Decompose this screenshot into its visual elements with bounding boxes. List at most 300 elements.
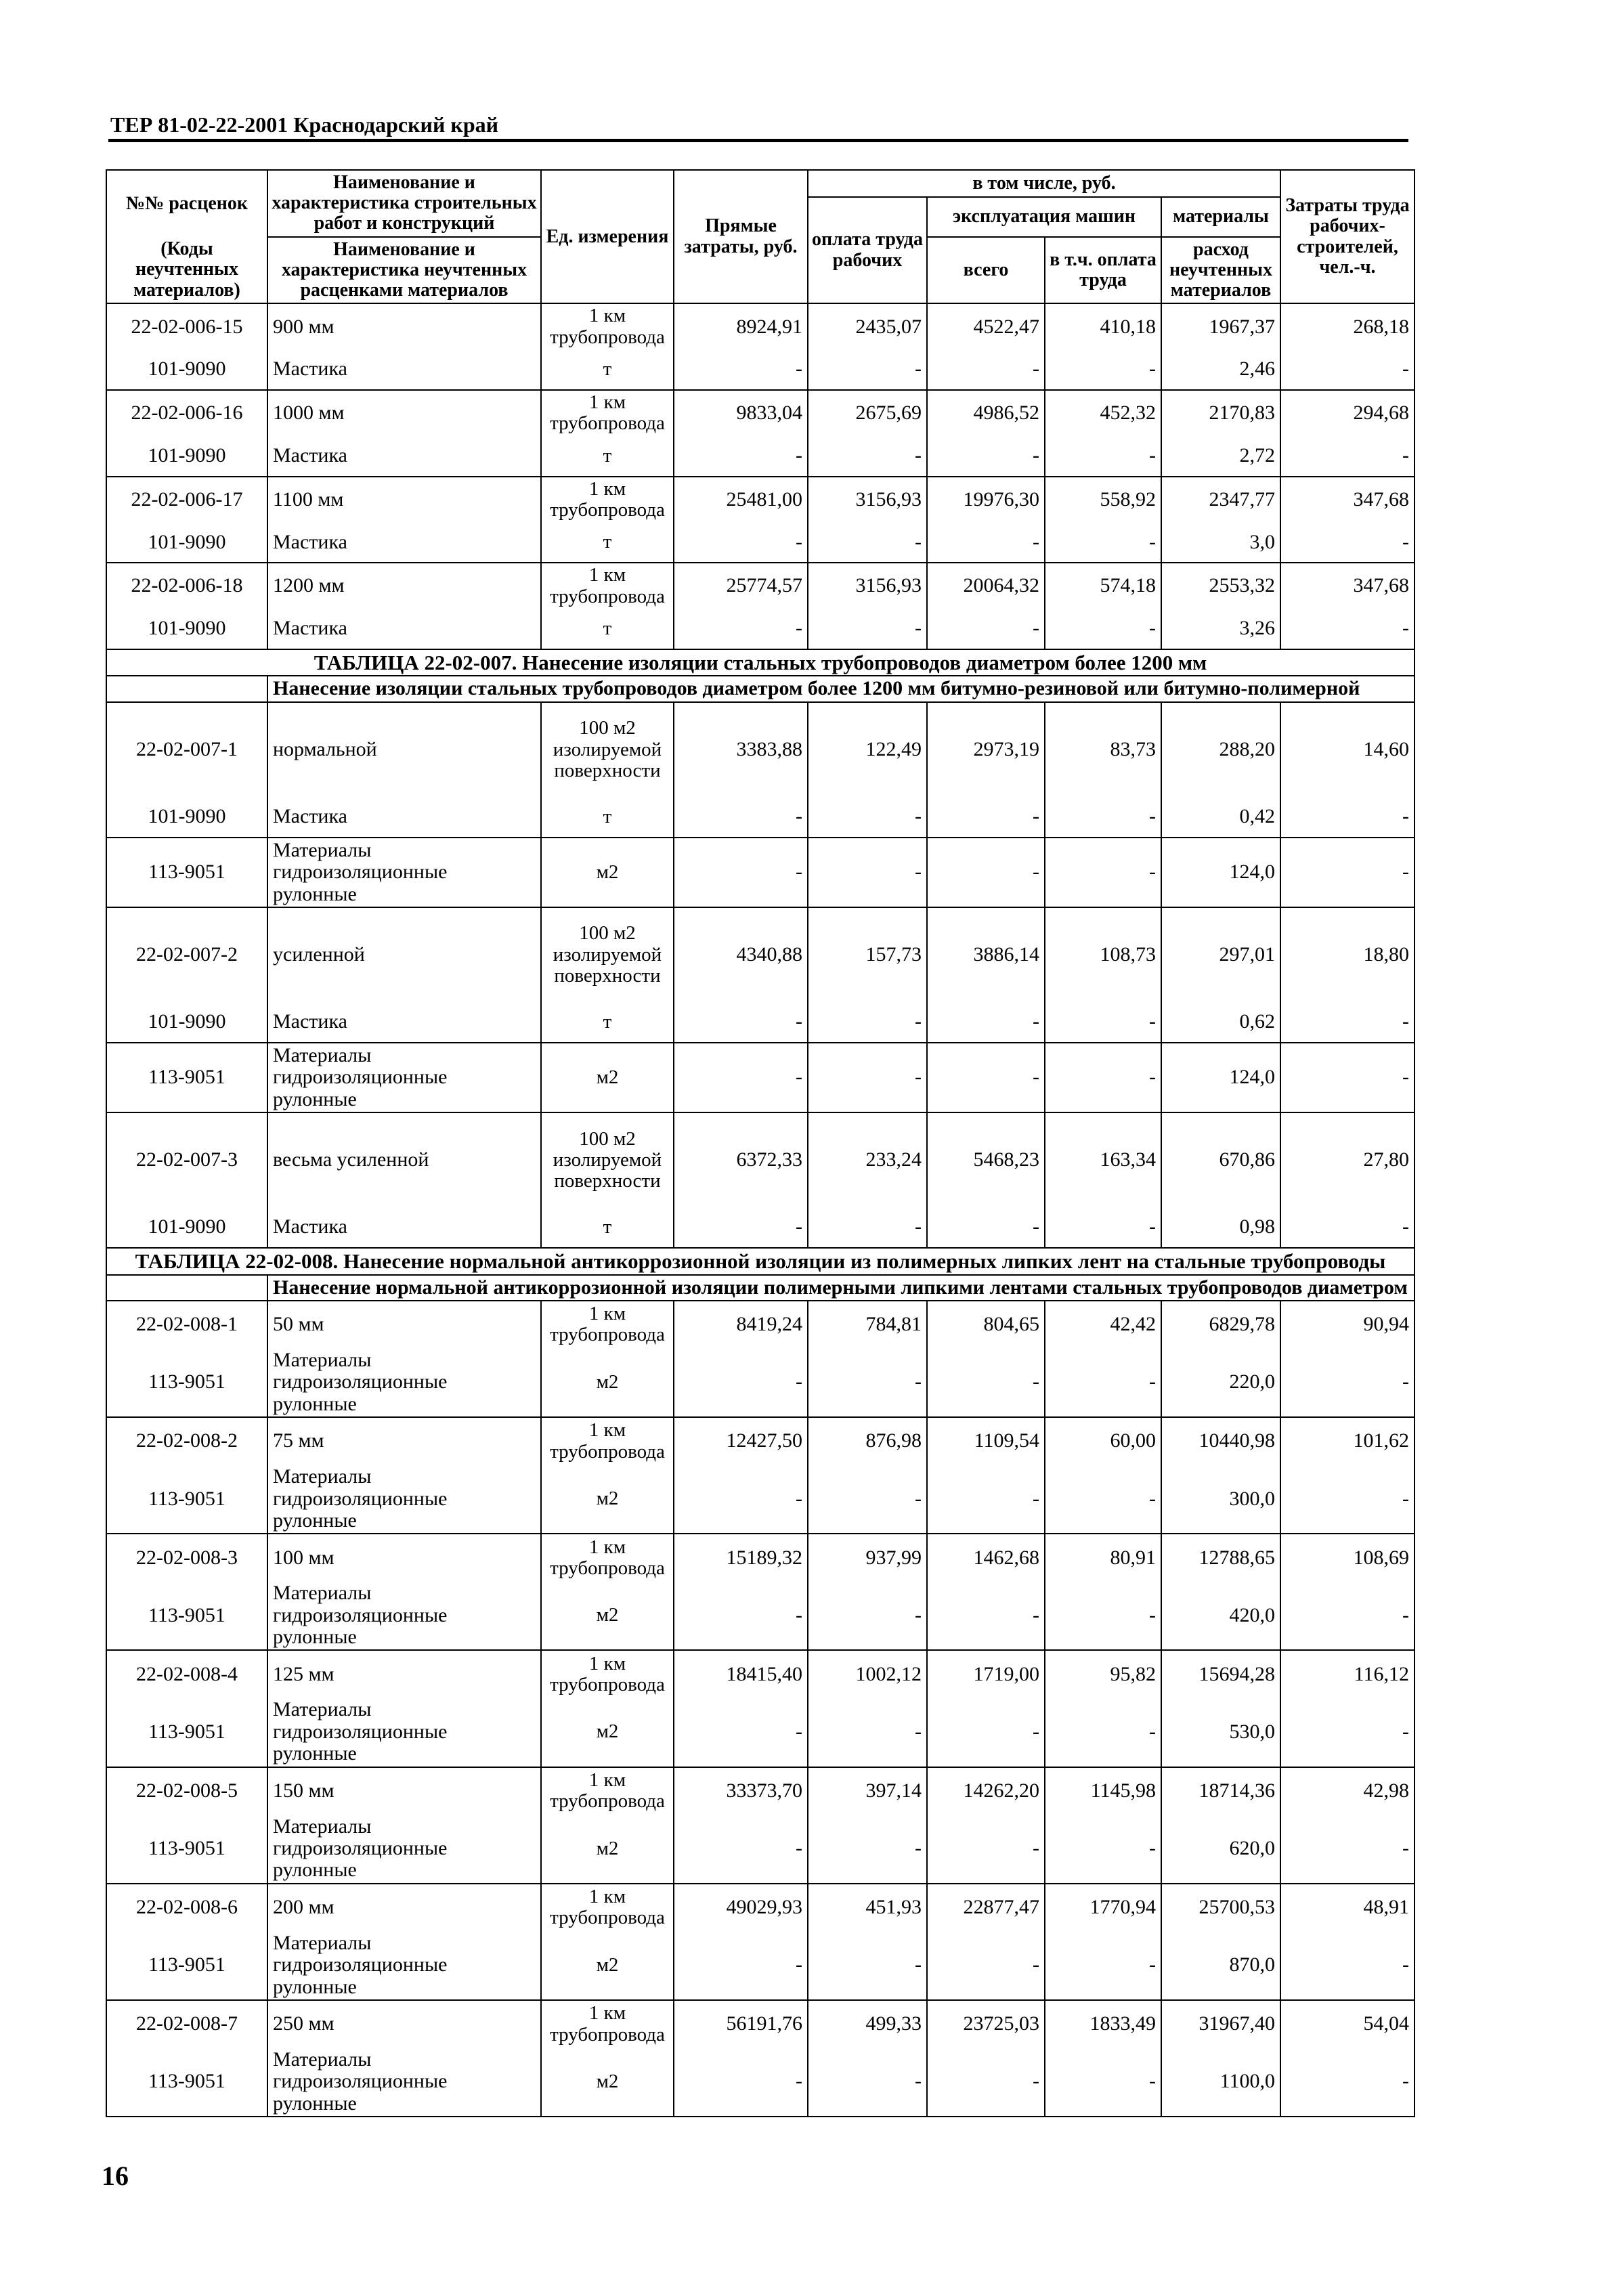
direct-cost-cell: 33373,70 <box>674 1767 808 1815</box>
materials-cell: 6829,78 <box>1161 1301 1280 1348</box>
code-cell: 113-9051 <box>106 838 267 907</box>
machine-cost-cell: - <box>927 1815 1045 1884</box>
material-row <box>106 1002 1415 1043</box>
name-cell: нормальной <box>267 702 541 797</box>
material-row <box>106 838 1415 907</box>
machine-labor-cell: 108,73 <box>1045 907 1161 1002</box>
name-cell: 250 мм <box>267 2000 541 2048</box>
machine-cost-cell: 5468,23 <box>927 1112 1045 1207</box>
code-cell: 101-9090 <box>106 797 267 838</box>
material-row <box>106 522 1415 563</box>
code-cell: 113-9051 <box>106 2048 267 2117</box>
machine-cost-cell: 1719,00 <box>927 1650 1045 1697</box>
labor-hours-cell: 27,80 <box>1280 1112 1415 1207</box>
unit-cell: т <box>541 609 674 649</box>
machine-labor-cell: - <box>1045 436 1161 477</box>
direct-cost-cell: 15189,32 <box>674 1534 808 1581</box>
materials-cell: 297,01 <box>1161 907 1280 1002</box>
direct-cost-cell: - <box>674 1465 808 1534</box>
rate-row <box>106 390 1415 436</box>
labor-hours-cell: - <box>1280 1348 1415 1417</box>
labor-pay-cell: 499,33 <box>808 2000 927 2048</box>
machine-labor-cell: - <box>1045 1043 1161 1112</box>
rate-row <box>106 1112 1415 1207</box>
machine-labor-cell: - <box>1045 522 1161 563</box>
labor-hours-cell: 18,80 <box>1280 907 1415 1002</box>
code-cell: 101-9090 <box>106 609 267 649</box>
name-cell: 75 мм <box>267 1417 541 1465</box>
section-subtitle: Нанесение нормальной антикоррозионной изоляции полимерными липкими лентами стальных трубопроводов диаметром <box>267 1275 1415 1301</box>
head-mach-labor: в т.ч. оплата труда <box>1045 237 1161 304</box>
machine-labor-cell: 95,82 <box>1045 1650 1161 1697</box>
materials-cell: 2,46 <box>1161 349 1280 390</box>
section-subtitle-row <box>106 676 1415 701</box>
labor-hours-cell: 347,68 <box>1280 563 1415 609</box>
labor-pay-cell: - <box>808 1043 927 1112</box>
direct-cost-cell: - <box>674 1002 808 1043</box>
rate-row <box>106 702 1415 797</box>
direct-cost-cell: 18415,40 <box>674 1650 808 1697</box>
code-cell: 22-02-008-3 <box>106 1534 267 1581</box>
direct-cost-cell: 25774,57 <box>674 563 808 609</box>
machine-cost-cell: 804,65 <box>927 1301 1045 1348</box>
head-labor-pay: оплата труда рабочих <box>808 197 927 303</box>
rate-row <box>106 1301 1415 1348</box>
machine-cost-cell: 19976,30 <box>927 477 1045 523</box>
machine-labor-cell: 410,18 <box>1045 303 1161 349</box>
rate-row <box>106 563 1415 609</box>
labor-hours-cell: 108,69 <box>1280 1534 1415 1581</box>
head-mat-unaccounted: расход неучтенных материалов <box>1161 237 1280 304</box>
machine-cost-cell: - <box>927 349 1045 390</box>
name-cell: 900 мм <box>267 303 541 349</box>
unit-cell: 1 км трубопровода <box>541 477 674 523</box>
materials-cell: 2553,32 <box>1161 563 1280 609</box>
machine-labor-cell: - <box>1045 2048 1161 2117</box>
machine-cost-cell: 3886,14 <box>927 907 1045 1002</box>
code-cell: 101-9090 <box>106 522 267 563</box>
head-direct-costs: Прямые затраты, руб. <box>674 170 808 303</box>
material-row <box>106 609 1415 649</box>
unit-cell: т <box>541 797 674 838</box>
labor-pay-cell: 451,93 <box>808 1884 927 1931</box>
labor-pay-cell: - <box>808 797 927 838</box>
unit-cell: т <box>541 349 674 390</box>
rate-row <box>106 1650 1415 1697</box>
material-row <box>106 349 1415 390</box>
rate-row <box>106 1417 1415 1465</box>
labor-pay-cell: - <box>808 1348 927 1417</box>
name-cell: Мастика <box>267 349 541 390</box>
name-cell: Материалы гидроизоляционные рулонные <box>267 1581 541 1650</box>
direct-cost-cell: 8924,91 <box>674 303 808 349</box>
unit-cell: м2 <box>541 1815 674 1884</box>
name-cell: 200 мм <box>267 1884 541 1931</box>
materials-cell: 12788,65 <box>1161 1534 1280 1581</box>
unit-cell: 100 м2 изолируемой поверхности <box>541 907 674 1002</box>
direct-cost-cell: 8419,24 <box>674 1301 808 1348</box>
labor-pay-cell: - <box>808 436 927 477</box>
head-machines: эксплуатация машин <box>927 197 1161 237</box>
labor-pay-cell: - <box>808 1465 927 1534</box>
rate-row <box>106 1767 1415 1815</box>
machine-cost-cell: 1462,68 <box>927 1534 1045 1581</box>
section-title-row <box>106 1248 1415 1274</box>
unit-cell: м2 <box>541 1697 674 1767</box>
head-name-bottom: Наименование и характеристика неучтенных расценками материалов <box>267 237 541 304</box>
unit-cell: м2 <box>541 1043 674 1112</box>
name-cell: усиленной <box>267 907 541 1002</box>
direct-cost-cell: - <box>674 1931 808 2000</box>
labor-hours-cell: - <box>1280 1815 1415 1884</box>
section-title: ТАБЛИЦА 22-02-007. Нанесение изоляции стальных трубопроводов диаметром более 1200 мм <box>106 649 1415 676</box>
code-cell: 101-9090 <box>106 349 267 390</box>
rate-row <box>106 477 1415 523</box>
rate-row <box>106 2000 1415 2048</box>
code-cell: 22-02-008-7 <box>106 2000 267 2048</box>
name-cell: 1000 мм <box>267 390 541 436</box>
machine-cost-cell: - <box>927 609 1045 649</box>
labor-hours-cell: - <box>1280 1043 1415 1112</box>
code-cell: 101-9090 <box>106 1207 267 1248</box>
machine-labor-cell: - <box>1045 349 1161 390</box>
materials-cell: 15694,28 <box>1161 1650 1280 1697</box>
labor-pay-cell: 397,14 <box>808 1767 927 1815</box>
code-cell: 113-9051 <box>106 1815 267 1884</box>
direct-cost-cell: 9833,04 <box>674 390 808 436</box>
name-cell: Материалы гидроизоляционные рулонные <box>267 1697 541 1767</box>
machine-cost-cell: 22877,47 <box>927 1884 1045 1931</box>
name-cell: Мастика <box>267 1002 541 1043</box>
unit-cell: м2 <box>541 838 674 907</box>
code-cell: 101-9090 <box>106 436 267 477</box>
material-row <box>106 1581 1415 1650</box>
direct-cost-cell: - <box>674 1581 808 1650</box>
name-cell: Мастика <box>267 1207 541 1248</box>
labor-pay-cell: - <box>808 1002 927 1043</box>
direct-cost-cell: - <box>674 838 808 907</box>
labor-hours-cell: - <box>1280 838 1415 907</box>
labor-pay-cell: - <box>808 1581 927 1650</box>
direct-cost-cell: - <box>674 1207 808 1248</box>
direct-cost-cell: - <box>674 609 808 649</box>
header-rule <box>108 139 1408 142</box>
machine-cost-cell: - <box>927 1465 1045 1534</box>
unit-cell: м2 <box>541 1931 674 2000</box>
direct-cost-cell: - <box>674 522 808 563</box>
machine-cost-cell: - <box>927 1931 1045 2000</box>
unit-cell: 1 км трубопровода <box>541 1534 674 1581</box>
rates-table <box>106 169 1415 2117</box>
machine-labor-cell: 558,92 <box>1045 477 1161 523</box>
machine-labor-cell: - <box>1045 1931 1161 2000</box>
unit-cell: т <box>541 436 674 477</box>
unit-cell: т <box>541 522 674 563</box>
labor-hours-cell: 48,91 <box>1280 1884 1415 1931</box>
table-head <box>106 170 1415 303</box>
unit-cell: 1 км трубопровода <box>541 303 674 349</box>
name-cell: 50 мм <box>267 1301 541 1348</box>
head-materials: материалы <box>1161 197 1280 237</box>
machine-cost-cell: 14262,20 <box>927 1767 1045 1815</box>
rate-row <box>106 907 1415 1002</box>
code-cell: 22-02-008-6 <box>106 1884 267 1931</box>
materials-cell: 2170,83 <box>1161 390 1280 436</box>
machine-labor-cell: 574,18 <box>1045 563 1161 609</box>
machine-cost-cell: - <box>927 838 1045 907</box>
labor-pay-cell: - <box>808 1931 927 2000</box>
machine-cost-cell: - <box>927 1207 1045 1248</box>
direct-cost-cell: - <box>674 2048 808 2117</box>
machine-cost-cell: - <box>927 1581 1045 1650</box>
code-cell: 22-02-006-16 <box>106 390 267 436</box>
unit-cell: 1 км трубопровода <box>541 1650 674 1697</box>
unit-cell: 1 км трубопровода <box>541 1884 674 1931</box>
machine-labor-cell: 83,73 <box>1045 702 1161 797</box>
code-cell: 22-02-007-3 <box>106 1112 267 1207</box>
document-header: ТЕР 81-02-22-2001 Краснодарский край <box>110 112 499 137</box>
materials-cell: 1100,0 <box>1161 2048 1280 2117</box>
labor-pay-cell: 3156,93 <box>808 563 927 609</box>
machine-cost-cell: - <box>927 1043 1045 1112</box>
code-cell: 22-02-008-2 <box>106 1417 267 1465</box>
direct-cost-cell: 6372,33 <box>674 1112 808 1207</box>
material-row <box>106 1815 1415 1884</box>
machine-labor-cell: 452,32 <box>1045 390 1161 436</box>
materials-cell: 420,0 <box>1161 1581 1280 1650</box>
name-cell: 1200 мм <box>267 563 541 609</box>
direct-cost-cell: - <box>674 349 808 390</box>
materials-cell: 530,0 <box>1161 1697 1280 1767</box>
unit-cell: 1 км трубопровода <box>541 1767 674 1815</box>
material-row <box>106 1207 1415 1248</box>
labor-hours-cell: - <box>1280 1931 1415 2000</box>
materials-cell: 300,0 <box>1161 1465 1280 1534</box>
material-row <box>106 1465 1415 1534</box>
head-labor-costs: Затраты труда рабочих-строителей, чел.-ч. <box>1280 170 1415 303</box>
direct-cost-cell: - <box>674 797 808 838</box>
labor-hours-cell: 54,04 <box>1280 2000 1415 2048</box>
machine-cost-cell: 2973,19 <box>927 702 1045 797</box>
materials-cell: 288,20 <box>1161 702 1280 797</box>
labor-pay-cell: - <box>808 1697 927 1767</box>
name-cell: 150 мм <box>267 1767 541 1815</box>
machine-cost-cell: 4986,52 <box>927 390 1045 436</box>
direct-cost-cell: 12427,50 <box>674 1417 808 1465</box>
materials-cell: 10440,98 <box>1161 1417 1280 1465</box>
section-subtitle-spacer <box>106 1275 267 1301</box>
head-incl: в том числе, руб. <box>808 170 1280 197</box>
unit-cell: 1 км трубопровода <box>541 2000 674 2048</box>
direct-cost-cell: 3383,88 <box>674 702 808 797</box>
machine-cost-cell: 23725,03 <box>927 2000 1045 2048</box>
machine-cost-cell: - <box>927 1348 1045 1417</box>
table-body <box>106 303 1415 2117</box>
labor-hours-cell: - <box>1280 522 1415 563</box>
direct-cost-cell: 49029,93 <box>674 1884 808 1931</box>
code-cell: 113-9051 <box>106 1348 267 1417</box>
labor-pay-cell: 157,73 <box>808 907 927 1002</box>
section-title-row <box>106 649 1415 676</box>
direct-cost-cell: - <box>674 1348 808 1417</box>
code-cell: 22-02-007-1 <box>106 702 267 797</box>
code-cell: 22-02-007-2 <box>106 907 267 1002</box>
name-cell: Материалы гидроизоляционные рулонные <box>267 1348 541 1417</box>
labor-pay-cell: 122,49 <box>808 702 927 797</box>
labor-pay-cell: 2435,07 <box>808 303 927 349</box>
name-cell: Материалы гидроизоляционные рулонные <box>267 1815 541 1884</box>
page-number: 16 <box>102 2161 129 2191</box>
labor-hours-cell: - <box>1280 1581 1415 1650</box>
unit-cell: 1 км трубопровода <box>541 390 674 436</box>
labor-pay-cell: - <box>808 1815 927 1884</box>
machine-cost-cell: 1109,54 <box>927 1417 1045 1465</box>
materials-cell: 0,62 <box>1161 1002 1280 1043</box>
unit-cell: 1 км трубопровода <box>541 1417 674 1465</box>
material-row <box>106 1043 1415 1112</box>
name-cell: Материалы гидроизоляционные рулонные <box>267 1931 541 2000</box>
unit-cell: м2 <box>541 1348 674 1417</box>
labor-hours-cell: 90,94 <box>1280 1301 1415 1348</box>
machine-labor-cell: - <box>1045 1348 1161 1417</box>
materials-cell: 2,72 <box>1161 436 1280 477</box>
unit-cell: 100 м2 изолируемой поверхности <box>541 702 674 797</box>
materials-cell: 124,0 <box>1161 1043 1280 1112</box>
materials-cell: 2347,77 <box>1161 477 1280 523</box>
materials-cell: 31967,40 <box>1161 2000 1280 2048</box>
name-cell: 1100 мм <box>267 477 541 523</box>
head-code-top: №№ расценок <box>106 170 267 237</box>
unit-cell: м2 <box>541 2048 674 2117</box>
machine-cost-cell: - <box>927 2048 1045 2117</box>
material-row <box>106 436 1415 477</box>
labor-pay-cell: 1002,12 <box>808 1650 927 1697</box>
material-row <box>106 797 1415 838</box>
machine-labor-cell: 163,34 <box>1045 1112 1161 1207</box>
machine-cost-cell: - <box>927 436 1045 477</box>
machine-labor-cell: 1770,94 <box>1045 1884 1161 1931</box>
rate-row <box>106 1534 1415 1581</box>
machine-labor-cell: 42,42 <box>1045 1301 1161 1348</box>
code-cell: 113-9051 <box>106 1697 267 1767</box>
code-cell: 22-02-006-18 <box>106 563 267 609</box>
name-cell: Материалы гидроизоляционные рулонные <box>267 2048 541 2117</box>
direct-cost-cell: 25481,00 <box>674 477 808 523</box>
material-row <box>106 1931 1415 2000</box>
rate-row <box>106 1884 1415 1931</box>
labor-hours-cell: 268,18 <box>1280 303 1415 349</box>
machine-labor-cell: - <box>1045 1697 1161 1767</box>
labor-hours-cell: 42,98 <box>1280 1767 1415 1815</box>
machine-labor-cell: 1145,98 <box>1045 1767 1161 1815</box>
machine-labor-cell: - <box>1045 1581 1161 1650</box>
code-cell: 113-9051 <box>106 1581 267 1650</box>
machine-cost-cell: - <box>927 797 1045 838</box>
labor-pay-cell: 233,24 <box>808 1112 927 1207</box>
material-row <box>106 1697 1415 1767</box>
section-title: ТАБЛИЦА 22-02-008. Нанесение нормальной антикоррозионной изоляции из полимерных липких лент на стальные трубопроводы <box>106 1248 1415 1274</box>
code-cell: 22-02-008-1 <box>106 1301 267 1348</box>
machine-labor-cell: - <box>1045 797 1161 838</box>
head-name-top: Наименование и характеристика строительных работ и конструкций <box>267 170 541 237</box>
labor-hours-cell: 347,68 <box>1280 477 1415 523</box>
labor-hours-cell: - <box>1280 1697 1415 1767</box>
labor-pay-cell: 937,99 <box>808 1534 927 1581</box>
code-cell: 22-02-006-15 <box>106 303 267 349</box>
code-cell: 22-02-008-4 <box>106 1650 267 1697</box>
machine-cost-cell: 4522,47 <box>927 303 1045 349</box>
labor-pay-cell: - <box>808 609 927 649</box>
materials-cell: 220,0 <box>1161 1348 1280 1417</box>
name-cell: 125 мм <box>267 1650 541 1697</box>
rate-row <box>106 303 1415 349</box>
section-subtitle-spacer <box>106 676 267 701</box>
code-cell: 113-9051 <box>106 1465 267 1534</box>
labor-hours-cell: - <box>1280 797 1415 838</box>
section-subtitle: Нанесение изоляции стальных трубопроводов диаметром более 1200 мм битумно-резиновой или битумно-полимерной <box>267 676 1415 701</box>
machine-labor-cell: 80,91 <box>1045 1534 1161 1581</box>
code-cell: 113-9051 <box>106 1043 267 1112</box>
name-cell: Материалы гидроизоляционные рулонные <box>267 1465 541 1534</box>
labor-hours-cell: - <box>1280 1465 1415 1534</box>
name-cell: Мастика <box>267 436 541 477</box>
name-cell: Мастика <box>267 609 541 649</box>
name-cell: весьма усиленной <box>267 1112 541 1207</box>
labor-pay-cell: - <box>808 349 927 390</box>
labor-hours-cell: - <box>1280 349 1415 390</box>
machine-cost-cell: - <box>927 1697 1045 1767</box>
machine-labor-cell: - <box>1045 838 1161 907</box>
labor-hours-cell: - <box>1280 609 1415 649</box>
labor-hours-cell: - <box>1280 1002 1415 1043</box>
materials-cell: 670,86 <box>1161 1112 1280 1207</box>
materials-cell: 3,0 <box>1161 522 1280 563</box>
direct-cost-cell: - <box>674 1697 808 1767</box>
unit-cell: 1 км трубопровода <box>541 1301 674 1348</box>
machine-labor-cell: 1833,49 <box>1045 2000 1161 2048</box>
machine-labor-cell: - <box>1045 1815 1161 1884</box>
materials-cell: 124,0 <box>1161 838 1280 907</box>
head-code-bottom: (Коды неучтенных материалов) <box>106 237 267 304</box>
code-cell: 22-02-008-5 <box>106 1767 267 1815</box>
labor-pay-cell: - <box>808 2048 927 2117</box>
section-subtitle-row <box>106 1275 1415 1301</box>
direct-cost-cell: - <box>674 1815 808 1884</box>
machine-labor-cell: - <box>1045 1002 1161 1043</box>
name-cell: Мастика <box>267 797 541 838</box>
code-cell: 101-9090 <box>106 1002 267 1043</box>
machine-cost-cell: 20064,32 <box>927 563 1045 609</box>
name-cell: Материалы гидроизоляционные рулонные <box>267 838 541 907</box>
unit-cell: т <box>541 1002 674 1043</box>
head-unit: Ед. измерения <box>541 170 674 303</box>
material-row <box>106 1348 1415 1417</box>
material-row <box>106 2048 1415 2117</box>
name-cell: Материалы гидроизоляционные рулонные <box>267 1043 541 1112</box>
machine-labor-cell: - <box>1045 1465 1161 1534</box>
labor-hours-cell: 116,12 <box>1280 1650 1415 1697</box>
machine-cost-cell: - <box>927 522 1045 563</box>
unit-cell: т <box>541 1207 674 1248</box>
materials-cell: 0,42 <box>1161 797 1280 838</box>
labor-hours-cell: 14,60 <box>1280 702 1415 797</box>
direct-cost-cell: 4340,88 <box>674 907 808 1002</box>
labor-pay-cell: - <box>808 1207 927 1248</box>
labor-pay-cell: 876,98 <box>808 1417 927 1465</box>
direct-cost-cell: - <box>674 1043 808 1112</box>
labor-hours-cell: - <box>1280 2048 1415 2117</box>
unit-cell: м2 <box>541 1581 674 1650</box>
